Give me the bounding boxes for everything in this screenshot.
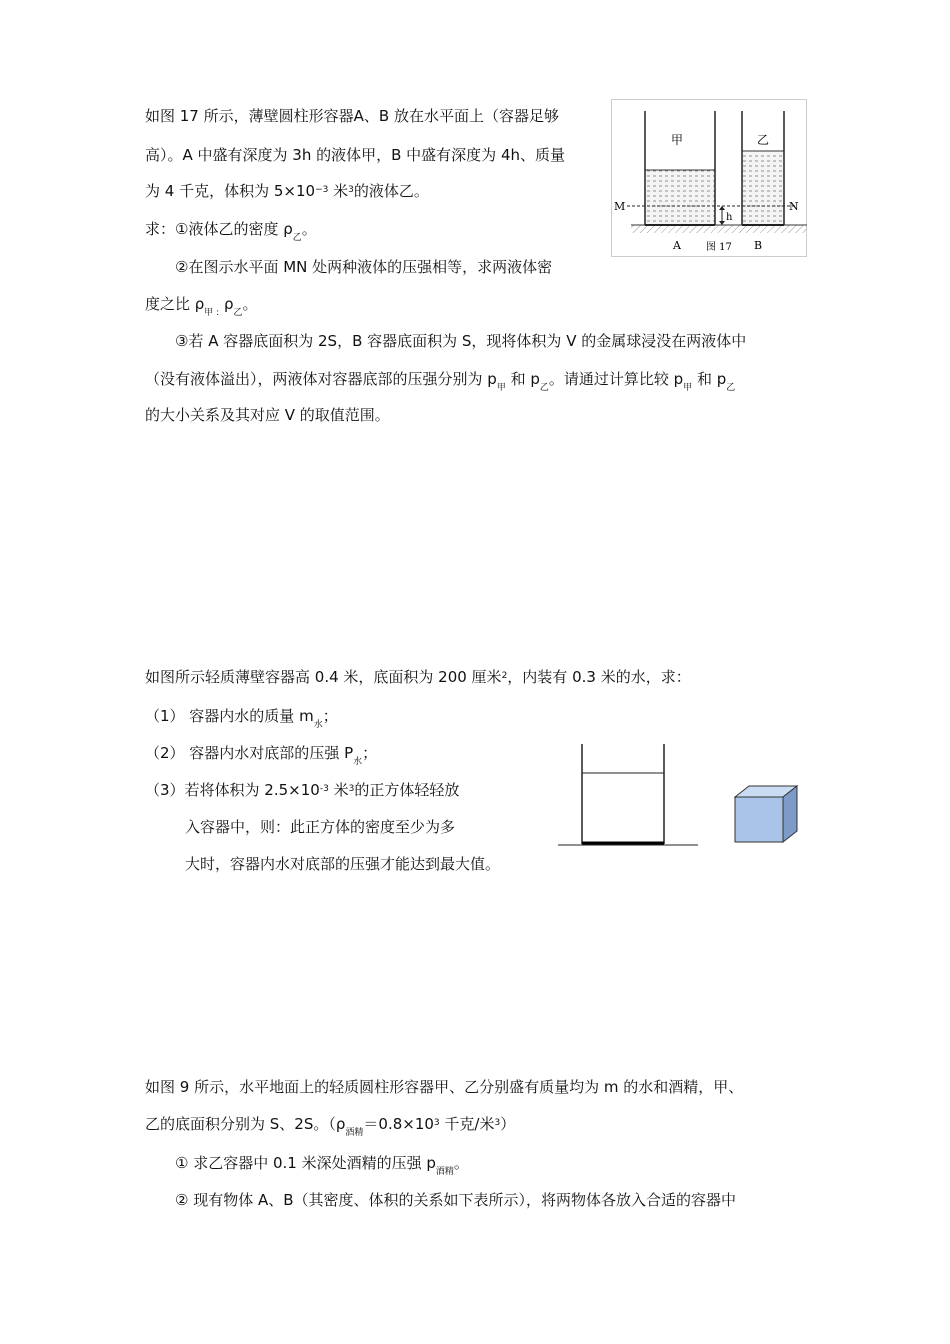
label-b: B bbox=[754, 239, 763, 252]
figure-17 bbox=[611, 99, 807, 257]
p1-line-9: 的大小关系及其对应 V 的取值范围。 bbox=[145, 406, 390, 424]
p2-line-3: （2） 容器内水对底部的压强 $P_水$； bbox=[145, 744, 378, 767]
label-jia: 甲 bbox=[671, 133, 684, 147]
p1-line-2: 高）。A 中盛有深度为 3h 的液体甲，B 中盛有深度为 4h、质量 bbox=[145, 146, 565, 164]
p3-line-3: ① 求乙容器中 0.1 米深处酒精的压强 $p_{酒精}$。 bbox=[175, 1154, 469, 1177]
p1-line-1: 如图 17 所示，薄壁圆柱形容器A、B 放在水平面上（容器足够 bbox=[145, 107, 559, 125]
label-yi: 乙 bbox=[757, 133, 770, 147]
p1-line-4: 求：①液体乙的密度 $\rho_乙$。 bbox=[145, 220, 317, 243]
liquid-yi bbox=[742, 151, 784, 225]
p1-line-5: ②在图示水平面 MN 处两种液体的压强相等，求两液体密 bbox=[175, 258, 553, 276]
p1-line-8: （没有液体溢出），两液体对容器底部的压强分别为 $p_甲$ 和 $p_乙$。请通过计算比较 $p_甲$ 和 $p_乙$ bbox=[145, 370, 736, 393]
p2-line-1: 如图所示轻质薄壁容器高 0.4 米，底面积为 200 厘米$^2$，内装有 0.3 米的水，求： bbox=[145, 668, 691, 686]
cube-front-face bbox=[735, 797, 783, 842]
p1-line-7: ③若 A 容器底面积为 2S，B 容器底面积为 S，现将体积为 V 的金属球浸没在两液体中 bbox=[175, 332, 747, 350]
label-a: A bbox=[673, 239, 681, 252]
ground-hatch bbox=[631, 225, 807, 233]
label-h: h bbox=[726, 212, 733, 223]
p3-line-2: 乙的底面积分别为 S、2S。（$\rho_{酒精}=0.8\times 10^3$ 千克/米$^3$） bbox=[145, 1115, 516, 1138]
liquid-jia bbox=[645, 170, 715, 225]
p3-line-4: ② 现有物体 A、B（其密度、体积的关系如下表所示），将两物体各放入合适的容器中 bbox=[175, 1191, 737, 1209]
container-cube-drawing bbox=[555, 740, 805, 850]
label-n: N bbox=[789, 200, 799, 213]
p2-line-4: （3）若将体积为 $2.5\times 10^{-3}$ 米$^3$的正方体轻轻放 bbox=[145, 781, 460, 799]
p2-line-2: （1） 容器内水的质量 $m_水$； bbox=[145, 707, 338, 730]
figure-17-drawing bbox=[611, 99, 807, 257]
p3-line-1: 如图 9 所示，水平地面上的轻质圆柱形容器甲、乙分别盛有质量均为 m 的水和酒精，甲、 bbox=[145, 1078, 744, 1096]
p1-line-3: 为 4 千克，体积为 $5\times 10^{-3}$ 米$^3$的液体乙。 bbox=[145, 182, 429, 200]
label-m: M bbox=[614, 200, 626, 213]
p2-line-6: 大时，容器内水对底部的压强才能达到最大值。 bbox=[185, 855, 501, 873]
p1-line-6: 度之比 $\rho_{甲 :}$ $\rho_乙$。 bbox=[145, 295, 258, 318]
p2-line-5: 入容器中，则：此正方体的密度至少为多 bbox=[185, 818, 456, 836]
container-and-cube-figure bbox=[555, 740, 805, 850]
figure-caption: 图 17 bbox=[706, 242, 732, 253]
